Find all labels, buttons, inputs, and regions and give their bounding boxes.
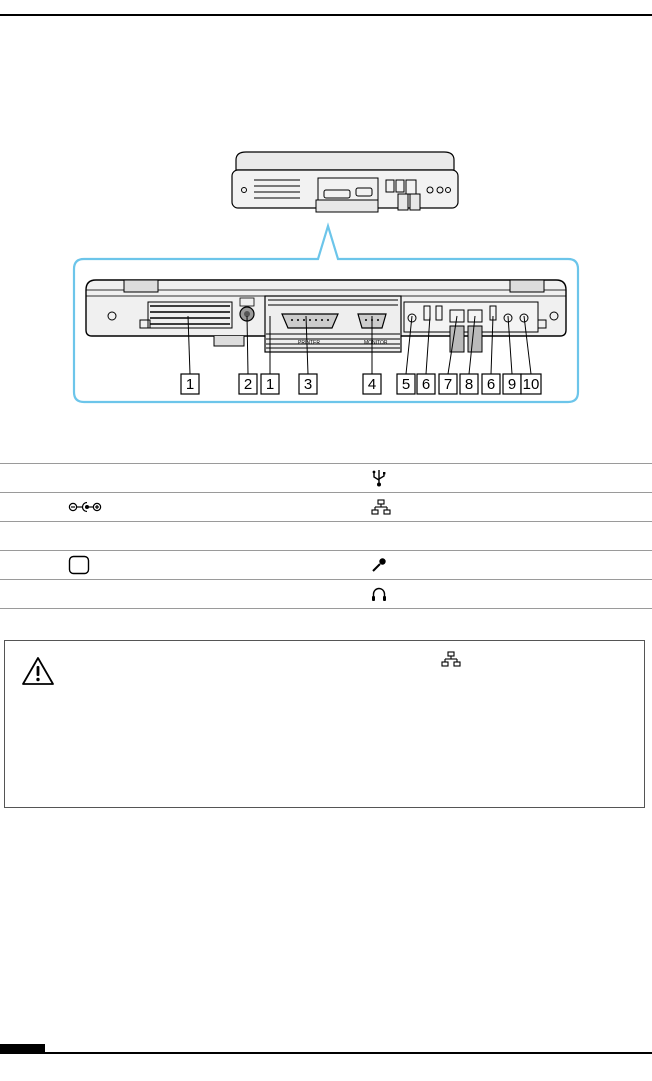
svg-text:1: 1 (185, 376, 195, 393)
svg-text:8: 8 (464, 376, 474, 393)
svg-text:6: 6 (486, 376, 496, 393)
laptop-rear-detail (86, 280, 566, 352)
headphones-icon (371, 584, 387, 604)
microphone-icon (371, 555, 387, 575)
network-icon (441, 651, 461, 672)
callout-number (482, 374, 500, 394)
callout-number (521, 374, 541, 394)
callout-number (397, 374, 415, 394)
svg-text:10: 10 (522, 376, 540, 393)
callout-number (261, 374, 279, 394)
table-row (0, 579, 652, 609)
callout-number (363, 374, 381, 394)
monitor-icon (68, 555, 90, 575)
printer-port-label: PRINTER (298, 340, 320, 346)
callout-number (181, 374, 199, 394)
footer-rule (0, 1052, 652, 1054)
svg-text:3: 3 (303, 376, 313, 393)
svg-text:9: 9 (507, 376, 517, 393)
svg-text:1: 1 (265, 376, 275, 393)
header-rule (0, 14, 652, 16)
callout-number (460, 374, 478, 394)
callout-number (439, 374, 457, 394)
callout-number (503, 374, 521, 394)
svg-text:7: 7 (443, 376, 453, 393)
table-row (0, 521, 652, 550)
svg-text:5: 5 (401, 376, 411, 393)
warning-icon (21, 656, 55, 691)
usb-icon (371, 468, 387, 488)
monitor-port-label: MONITOR (364, 340, 388, 346)
callout-number (239, 374, 257, 394)
svg-text:2: 2 (243, 376, 253, 393)
ports-table (0, 463, 652, 609)
table-row (0, 550, 652, 579)
caution-box (4, 640, 645, 808)
table-row (0, 492, 652, 521)
dc-in-icon (68, 497, 108, 517)
network-icon (371, 497, 391, 517)
laptop-overview (232, 152, 458, 212)
callout-number (417, 374, 435, 394)
svg-text:6: 6 (421, 376, 431, 393)
table-row (0, 463, 652, 492)
callout-number (299, 374, 317, 394)
laptop-rear-figure (0, 130, 652, 410)
svg-text:4: 4 (367, 376, 377, 393)
